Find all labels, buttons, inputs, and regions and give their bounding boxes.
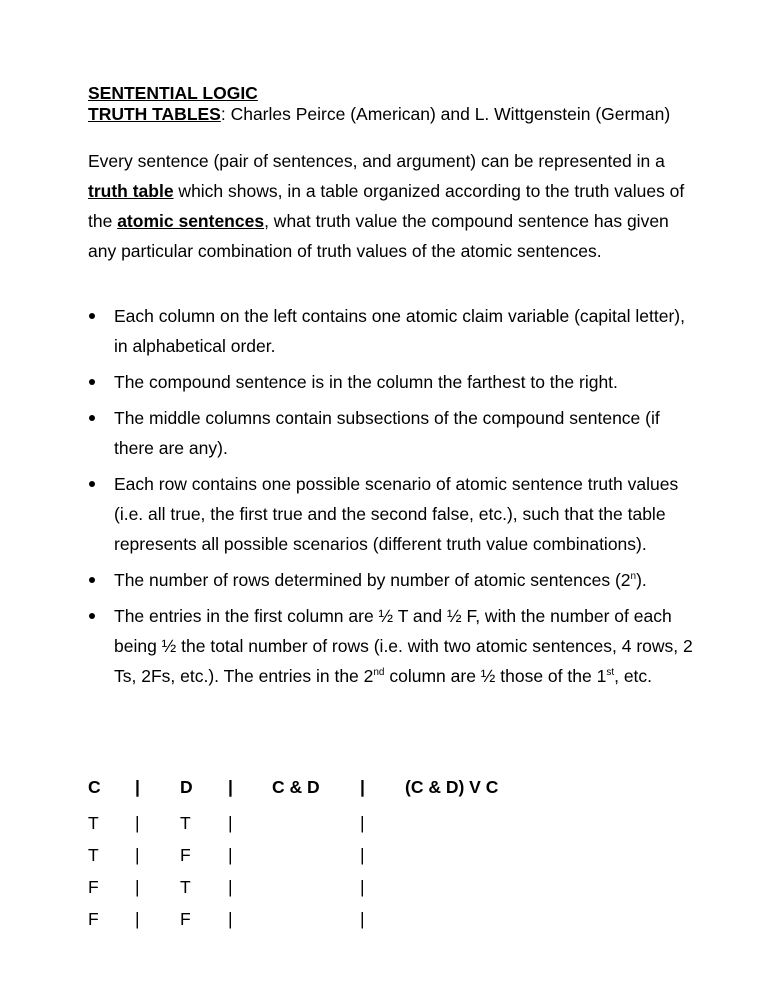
bullet-text-3: , etc. bbox=[614, 666, 653, 686]
list-item bbox=[88, 403, 698, 463]
column-separator: | bbox=[228, 909, 233, 929]
column-separator: | bbox=[360, 877, 365, 897]
bullet-text-2: column are ½ those of the 1 bbox=[384, 666, 607, 686]
header-cell: D bbox=[180, 777, 193, 797]
header-cell: C bbox=[88, 777, 101, 797]
superscript: n bbox=[630, 571, 637, 582]
table-cell: F bbox=[180, 909, 191, 929]
table-cell: T bbox=[180, 813, 191, 833]
bullet-icon bbox=[89, 577, 95, 583]
list-item bbox=[88, 469, 698, 559]
column-separator: | bbox=[228, 777, 233, 797]
intro-text-3: , what truth value the compound sentence has given any particular combination of truth values of the atomic sentences. bbox=[88, 211, 669, 261]
column-separator: | bbox=[360, 813, 365, 833]
bullet-icon bbox=[89, 415, 95, 421]
intro-text-1: Every sentence (pair of sentences, and argument) can be represented in a bbox=[88, 151, 665, 171]
column-separator: | bbox=[360, 845, 365, 865]
subtitle-label: TRUTH TABLES bbox=[88, 104, 221, 124]
list-item bbox=[88, 367, 698, 397]
bullet-icon bbox=[89, 613, 95, 619]
title-block bbox=[88, 83, 670, 125]
column-separator: | bbox=[360, 777, 365, 797]
column-separator: | bbox=[228, 845, 233, 865]
table-cell: F bbox=[88, 909, 99, 929]
bullet-icon bbox=[89, 481, 95, 487]
bullet-text: The number of rows determined by number of atomic sentences (2 bbox=[114, 570, 631, 590]
table-cell: T bbox=[88, 845, 99, 865]
table-cell: T bbox=[88, 813, 99, 833]
bullet-text: The compound sentence is in the column the farthest to the right. bbox=[114, 372, 618, 392]
table-cell: T bbox=[180, 877, 191, 897]
table-cell: F bbox=[180, 845, 191, 865]
column-separator: | bbox=[135, 877, 140, 897]
bullet-text: The middle columns contain subsections of the compound sentence (if there are any). bbox=[114, 408, 660, 458]
list-item bbox=[88, 601, 698, 691]
column-separator: | bbox=[135, 813, 140, 833]
term-truth-table: truth table bbox=[88, 181, 174, 201]
table-cell: F bbox=[88, 877, 99, 897]
column-separator: | bbox=[135, 909, 140, 929]
column-separator: | bbox=[228, 813, 233, 833]
subtitle-rest: : Charles Peirce (American) and L. Wittgenstein (German) bbox=[220, 104, 671, 124]
bullet-icon bbox=[89, 379, 95, 385]
column-separator: | bbox=[360, 909, 365, 929]
header-cell: (C & D) V C bbox=[405, 777, 499, 797]
superscript: st bbox=[606, 667, 615, 678]
bullet-text: Each column on the left contains one atomic claim variable (capital letter), in alphabetical order. bbox=[114, 306, 685, 356]
bullet-text-end: ). bbox=[636, 570, 647, 590]
bullet-text: Each row contains one possible scenario of atomic sentence truth values (i.e. all true, the first true and the second false, etc.), such that the table represents all possible scenarios (different truth value combinations). bbox=[114, 474, 679, 554]
column-separator: | bbox=[135, 845, 140, 865]
list-item bbox=[88, 565, 698, 595]
list-item bbox=[88, 301, 698, 361]
column-separator: | bbox=[228, 877, 233, 897]
intro-text-2: which shows, in a table organized according to the truth values of the bbox=[88, 181, 685, 231]
header-cell: C & D bbox=[272, 777, 320, 797]
column-separator: | bbox=[135, 777, 140, 797]
superscript: nd bbox=[373, 667, 385, 678]
document-title: SENTENTIAL LOGIC bbox=[88, 83, 258, 103]
bullet-icon bbox=[89, 313, 95, 319]
bullet-text: The entries in the first column are ½ T and ½ F, with the number of each being ½ the total number of rows (i.e. with two atomic sentences, 4 rows, 2 Ts, 2Fs, etc.). The entries in the 2 bbox=[114, 606, 693, 686]
intro-paragraph bbox=[88, 146, 698, 266]
document-subtitle bbox=[88, 104, 670, 125]
rules-list bbox=[88, 301, 698, 697]
term-atomic-sentences: atomic sentences bbox=[117, 211, 265, 231]
